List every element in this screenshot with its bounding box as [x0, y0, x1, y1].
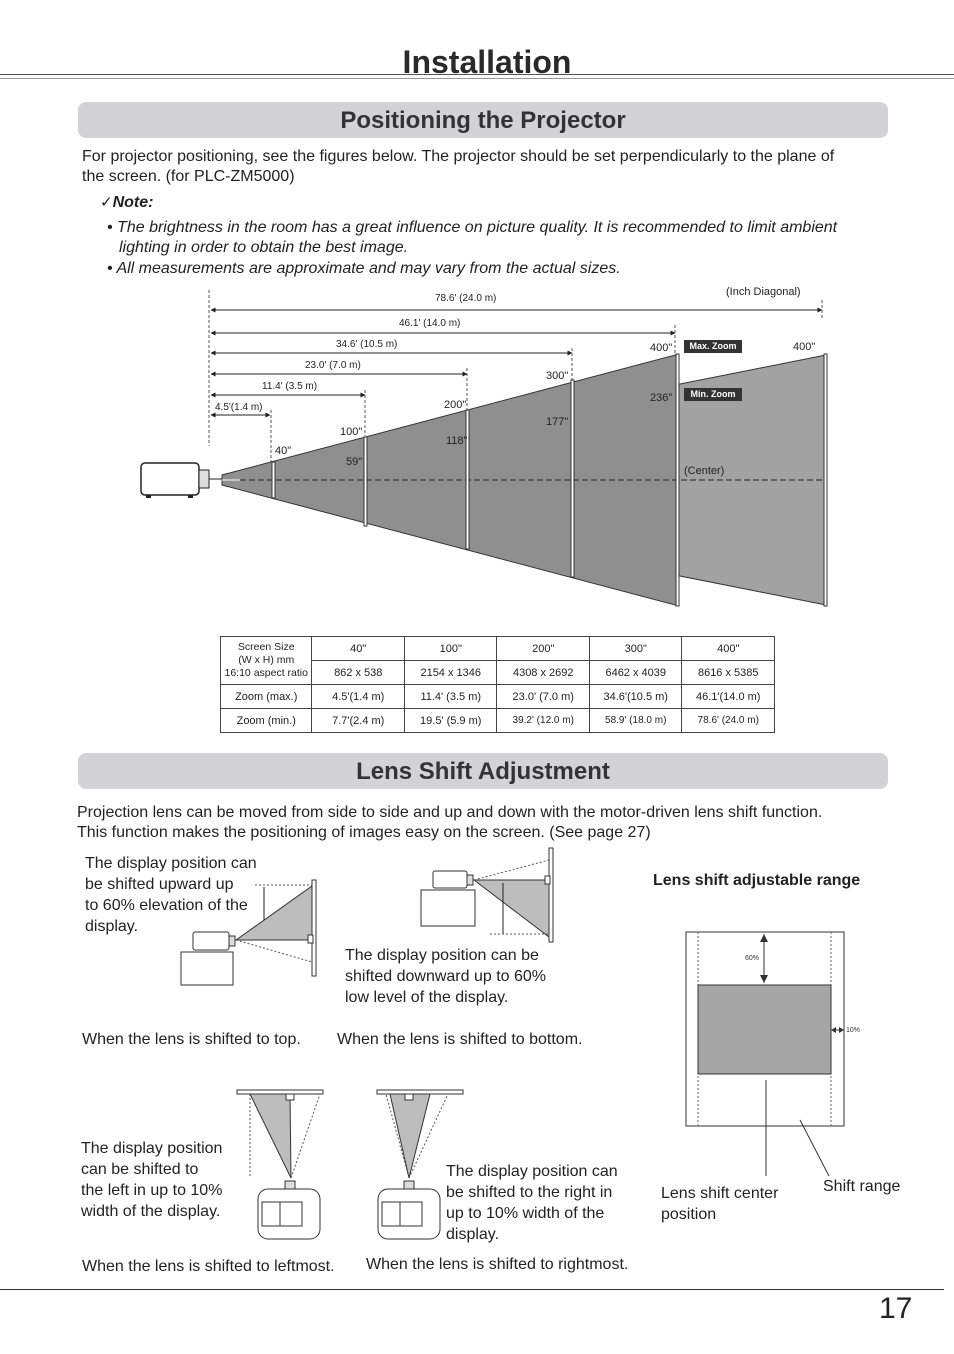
desc-line: be shifted upward up — [85, 876, 234, 893]
lens-shift-intro-line1: Projection lens can be moved from side to side and up and down with the motor-driven lens shift function. — [77, 804, 823, 821]
screen-size-table — [220, 636, 775, 733]
max-size-label-400: 400" — [650, 342, 673, 354]
note-item-1-line1: • The brightness in the room has a great influence on picture quality. It is recommended to limit ambient — [107, 219, 838, 236]
table-cell: 11.4' (3.5 m) — [404, 685, 497, 709]
footer-rule — [0, 1289, 944, 1290]
range-60-label: 60% — [745, 955, 760, 962]
min-zoom-badge: Min. Zoom — [690, 389, 736, 399]
table-cell: 6462 x 4039 — [589, 661, 682, 685]
distance-label-1: 78.6' (24.0 m) — [435, 293, 497, 304]
min-size-label-400: 400" — [793, 341, 816, 353]
table-cell: 200" — [497, 637, 590, 661]
desc-line: The display position can — [446, 1163, 618, 1180]
table-cell: 39.2' (12.0 m) — [497, 709, 590, 733]
desc-line: width of the display. — [81, 1203, 221, 1220]
note-heading — [100, 193, 153, 212]
header-line: 16:10 aspect ratio — [224, 667, 308, 679]
max-size-label-100: 100" — [340, 426, 363, 438]
desc-line: to 60% elevation of the — [85, 897, 248, 914]
section-title-lens-shift: Lens Shift Adjustment — [356, 758, 610, 785]
page-title: Installation — [402, 44, 572, 80]
positioning-intro-line1: For projector positioning, see the figures below. The projector should be set perpendicularly to the plane of — [82, 148, 835, 165]
table-cell: 34.6'(10.5 m) — [589, 685, 682, 709]
desc-line: up to 10% width of the — [446, 1205, 605, 1222]
note-label: Note: — [112, 194, 154, 211]
lens-shift-range-diagram — [660, 920, 920, 1185]
min-size-label-118: 118" — [446, 435, 468, 447]
min-size-label-236: 236" — [650, 392, 673, 404]
table-cell: 300" — [589, 637, 682, 661]
table-cell: 46.1'(14.0 m) — [682, 685, 775, 709]
distance-label-5: 11.4' (3.5 m) — [262, 381, 318, 392]
max-size-label-200: 200" — [444, 399, 467, 411]
table-cell: 7.7'(2.4 m) — [312, 709, 405, 733]
shift-right-caption: When the lens is shifted to rightmost. — [366, 1256, 629, 1273]
note-item-2: • All measurements are approximate and may vary from the actual sizes. — [107, 260, 621, 277]
header-line: Screen Size — [237, 641, 295, 653]
note-item-1-line2: lighting in order to obtain the best image. — [119, 239, 409, 256]
desc-line: can be shifted to — [81, 1161, 199, 1178]
table-row — [221, 637, 775, 661]
table-cell: 100" — [404, 637, 497, 661]
label-line: Lens shift center — [661, 1185, 779, 1202]
table-cell: Zoom (max.) — [221, 685, 312, 709]
max-size-label-40: 40" — [275, 445, 292, 457]
table-header-cell — [221, 637, 312, 685]
max-size-label-300: 300" — [546, 370, 569, 382]
desc-line: The display position — [81, 1140, 223, 1157]
table-cell: 19.5' (5.9 m) — [404, 709, 497, 733]
positioning-intro-line2: the screen. (for PLC-ZM5000) — [82, 168, 295, 185]
table-row — [221, 709, 775, 733]
inch-diagonal-label: (Inch Diagonal) — [726, 286, 801, 298]
range-10-label: 10% — [846, 1027, 861, 1034]
table-cell: 40" — [312, 637, 405, 661]
table-cell: 2154 x 1346 — [404, 661, 497, 685]
distance-label-3: 34.6' (10.5 m) — [336, 339, 398, 350]
desc-line: low level of the display. — [345, 989, 509, 1006]
label-line: position — [661, 1206, 717, 1223]
shift-right-description — [446, 1161, 618, 1245]
checkmark-icon: ✓ — [100, 194, 113, 211]
max-zoom-badge: Max. Zoom — [689, 341, 737, 351]
desc-line: display. — [85, 918, 139, 935]
min-size-label-177: 177" — [546, 416, 569, 428]
shift-left-caption: When the lens is shifted to leftmost. — [82, 1258, 335, 1275]
desc-line: The display position can — [85, 855, 257, 872]
shift-left-description — [81, 1138, 222, 1222]
desc-line: the left in up to 10% — [81, 1182, 223, 1199]
desc-line: shifted downward up to 60% — [345, 968, 547, 985]
center-label: (Center) — [684, 465, 725, 477]
page-number: 17 — [879, 1292, 913, 1325]
min-size-label-59: 59" — [346, 456, 363, 468]
shift-left-illustration — [234, 1085, 334, 1257]
table-cell: 23.0' (7.0 m) — [497, 685, 590, 709]
desc-line: display. — [446, 1226, 500, 1243]
section-title-positioning: Positioning the Projector — [340, 107, 626, 134]
table-cell: 58.9' (18.0 m) — [589, 709, 682, 733]
table-cell: 78.6' (24.0 m) — [682, 709, 775, 733]
table-cell: 4308 x 2692 — [497, 661, 590, 685]
table-row — [221, 685, 775, 709]
shift-down-caption: When the lens is shifted to bottom. — [337, 1031, 583, 1048]
table-cell: Zoom (min.) — [221, 709, 312, 733]
table-cell: 8616 x 5385 — [682, 661, 775, 685]
range-title: Lens shift adjustable range — [653, 872, 861, 889]
shift-up-illustration — [175, 870, 325, 990]
shift-down-description — [345, 945, 546, 1008]
projection-distance-diagram — [0, 280, 954, 620]
lens-shift-intro-line2: This function makes the positioning of images easy on the screen. (See page 27) — [77, 824, 651, 841]
table-cell: 4.5'(1.4 m) — [312, 685, 405, 709]
shift-up-caption: When the lens is shifted to top. — [82, 1031, 301, 1048]
shift-range-label: Shift range — [823, 1178, 901, 1195]
projector-icon — [141, 463, 222, 498]
table-cell: 862 x 538 — [312, 661, 405, 685]
distance-label-4: 23.0' (7.0 m) — [305, 360, 361, 371]
distance-label-2: 46.1' (14.0 m) — [399, 318, 461, 329]
distance-label-6: 4.5'(1.4 m) — [215, 402, 263, 413]
table-cell: 400" — [682, 637, 775, 661]
desc-line: The display position can be — [345, 947, 539, 964]
shift-down-illustration — [418, 845, 563, 945]
desc-line: be shifted to the right in — [446, 1184, 613, 1201]
header-line: (W x H) mm — [238, 654, 295, 666]
center-position-label — [661, 1183, 778, 1225]
